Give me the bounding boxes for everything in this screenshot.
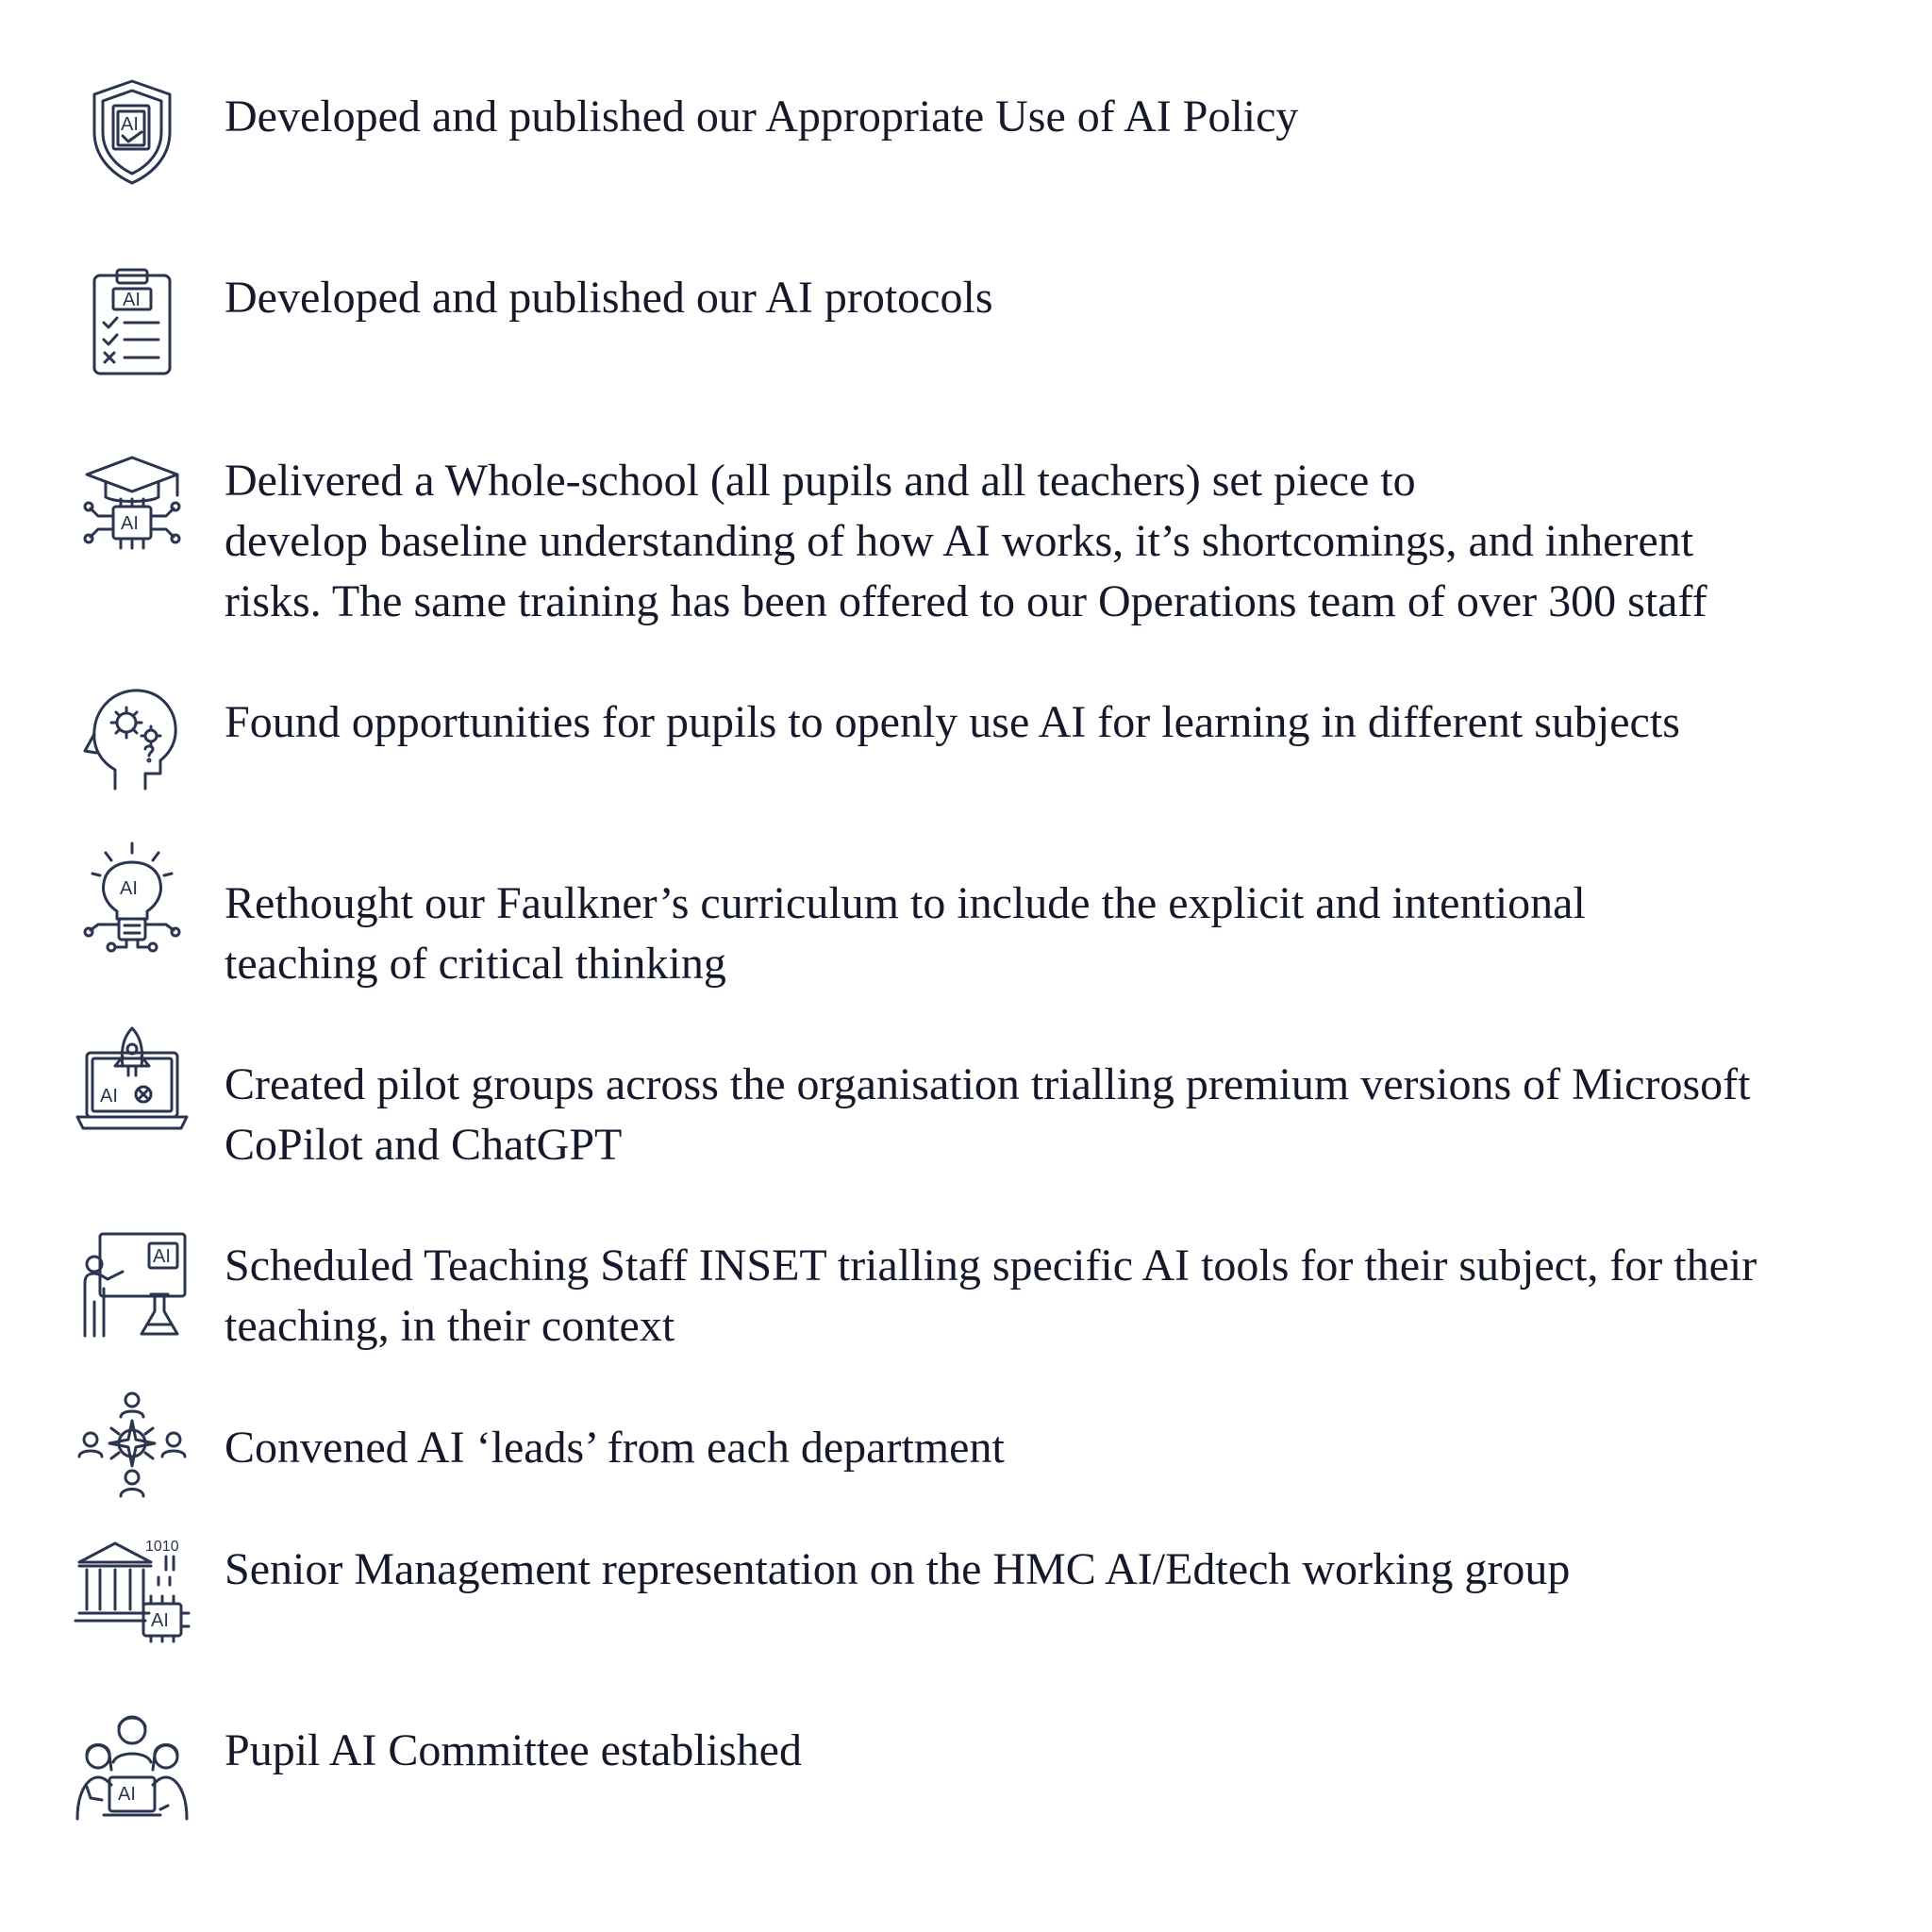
svg-text:AI: AI	[151, 1610, 169, 1631]
item-text: Convened AI ‘leads’ from each department	[225, 1423, 1005, 1473]
svg-text:AI: AI	[121, 513, 139, 534]
shield-ai-icon	[74, 74, 191, 191]
lightbulb-circuit-icon	[74, 840, 191, 957]
item-text: Senior Management representation on the HMC AI/Edtech working group	[225, 1544, 1571, 1594]
item-text: Rethought our Faulkner’s curriculum to include the explicit and intentional teaching of critical thinking	[225, 878, 1586, 989]
institution-binary-icon	[74, 1528, 191, 1645]
svg-text:AI: AI	[100, 1086, 118, 1107]
item-text: Delivered a Whole-school (all pupils and all teachers) set piece to develop baseline understanding of how AI works, it’s shortcomings, and inherent risks. The same training has been offered to our Operations team of over 300 staff	[225, 456, 1707, 626]
svg-text:AI: AI	[121, 114, 139, 135]
graduation-cap-chip-icon	[74, 448, 191, 565]
item-text: Pupil AI Committee established	[225, 1725, 802, 1775]
svg-text:AI: AI	[118, 1784, 136, 1805]
teacher-whiteboard-icon	[74, 1226, 191, 1343]
svg-text:AI: AI	[120, 878, 138, 899]
svg-text:AI: AI	[153, 1246, 171, 1267]
item-text: Developed and published our Appropriate Use of AI Policy	[225, 92, 1299, 142]
item-text: Scheduled Teaching Staff INSET trialling specific AI tools for their subject, for their teaching, in their context	[225, 1241, 1757, 1351]
svg-text:AI: AI	[123, 290, 141, 310]
laptop-rocket-icon	[74, 1023, 191, 1140]
item-text: Developed and published our AI protocols	[225, 273, 993, 323]
clipboard-checklist-icon	[74, 264, 191, 381]
item-text: Found opportunities for pupils to openly use AI for learning in different subjects	[225, 697, 1680, 747]
pupils-group-icon	[74, 1709, 191, 1826]
people-network-icon	[74, 1387, 191, 1504]
svg-text:1010: 1010	[145, 1539, 179, 1555]
head-gears-icon	[74, 679, 191, 796]
item-text: Created pilot groups across the organisation trialling premium versions of Microsoft CoPilot and ChatGPT	[225, 1059, 1751, 1170]
